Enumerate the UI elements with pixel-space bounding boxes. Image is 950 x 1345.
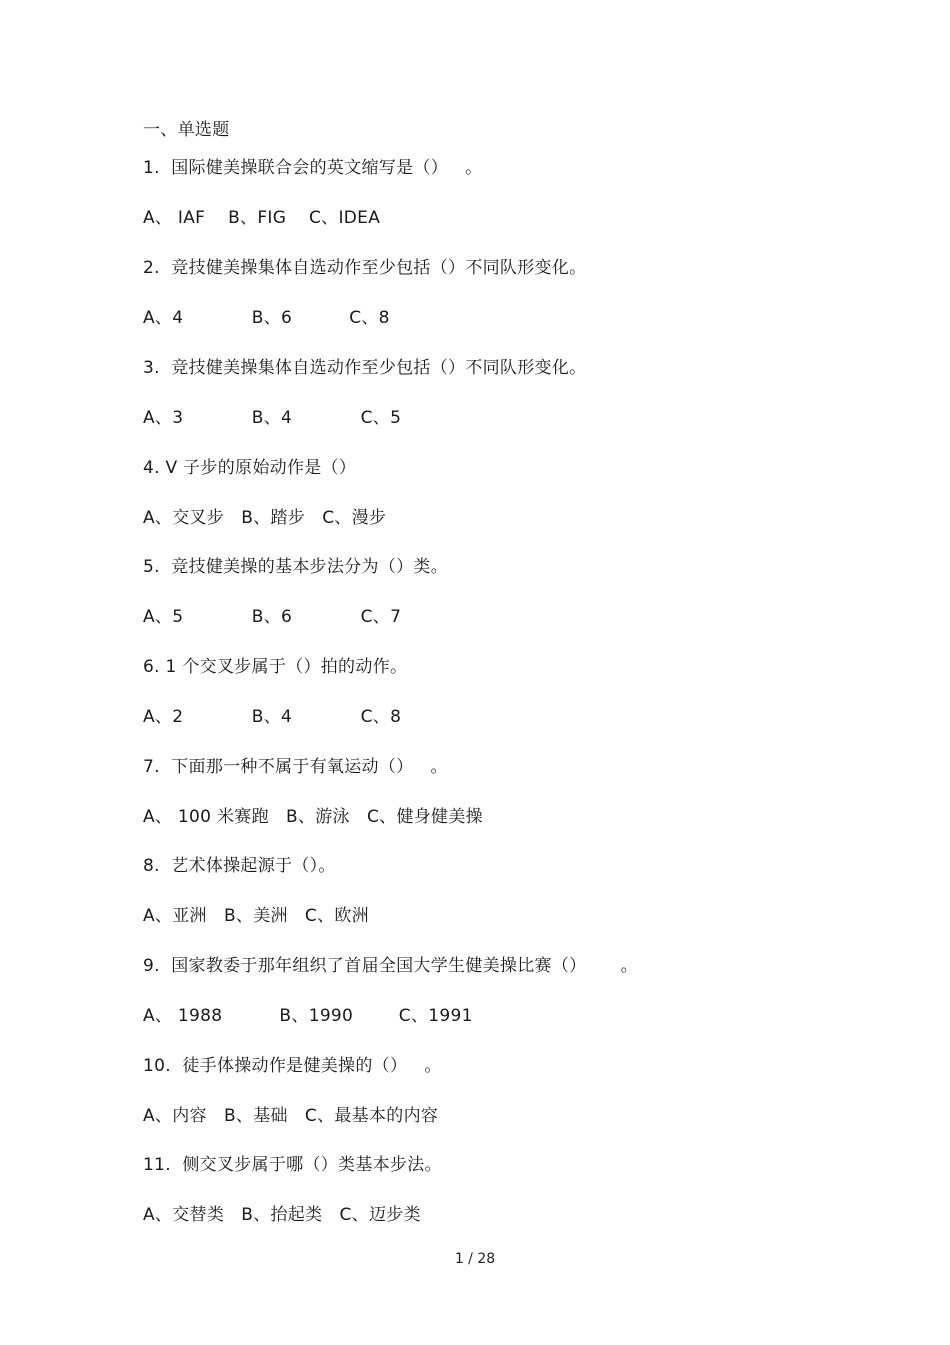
options-3: A、3 B、4 C、5 — [143, 408, 402, 428]
page-number: 1 / 28 — [454, 1251, 496, 1267]
options-5: A、5 B、6 C、7 — [143, 607, 402, 627]
question-5: 5. 竞技健美操的基本步法分为（）类。 — [143, 557, 449, 577]
question-2: 2. 竞技健美操集体自选动作至少包括（）不同队形变化。 — [143, 258, 587, 278]
question-4: 4. V 子步的原始动作是（） — [143, 458, 357, 478]
question-9: 9. 国家教委于那年组织了首届全国大学生健美操比赛（） 。 — [143, 956, 638, 976]
options-6: A、2 B、4 C、8 — [143, 707, 402, 727]
question-8: 8. 艺术体操起源于（）。 — [143, 856, 336, 876]
question-6: 6. 1 个交叉步属于（）拍的动作。 — [143, 657, 408, 677]
section-title: 一、单选题 — [143, 120, 230, 140]
question-7: 7. 下面那一种不属于有氧运动（） 。 — [143, 757, 448, 777]
options-2: A、4 B、6 C、8 — [143, 308, 390, 328]
question-11: 11. 侧交叉步属于哪（）类基本步法。 — [143, 1155, 442, 1175]
options-4: A、交叉步 B、踏步 C、漫步 — [143, 508, 387, 528]
options-11: A、交替类 B、抬起类 C、迈步类 — [143, 1205, 421, 1225]
options-7: A、 100 米赛跑 B、游泳 C、健身健美操 — [143, 807, 483, 827]
question-10: 10. 徒手体操动作是健美操的（） 。 — [143, 1056, 442, 1076]
options-8: A、亚洲 B、美洲 C、欧洲 — [143, 906, 369, 926]
question-1: 1. 国际健美操联合会的英文缩写是（） 。 — [143, 158, 483, 178]
options-10: A、内容 B、基础 C、最基本的内容 — [143, 1106, 439, 1126]
options-9: A、 1988 B、1990 C、1991 — [143, 1006, 473, 1026]
options-1: A、 IAF B、FIG C、IDEA — [143, 208, 381, 228]
question-3: 3. 竞技健美操集体自选动作至少包括（）不同队形变化。 — [143, 358, 587, 378]
